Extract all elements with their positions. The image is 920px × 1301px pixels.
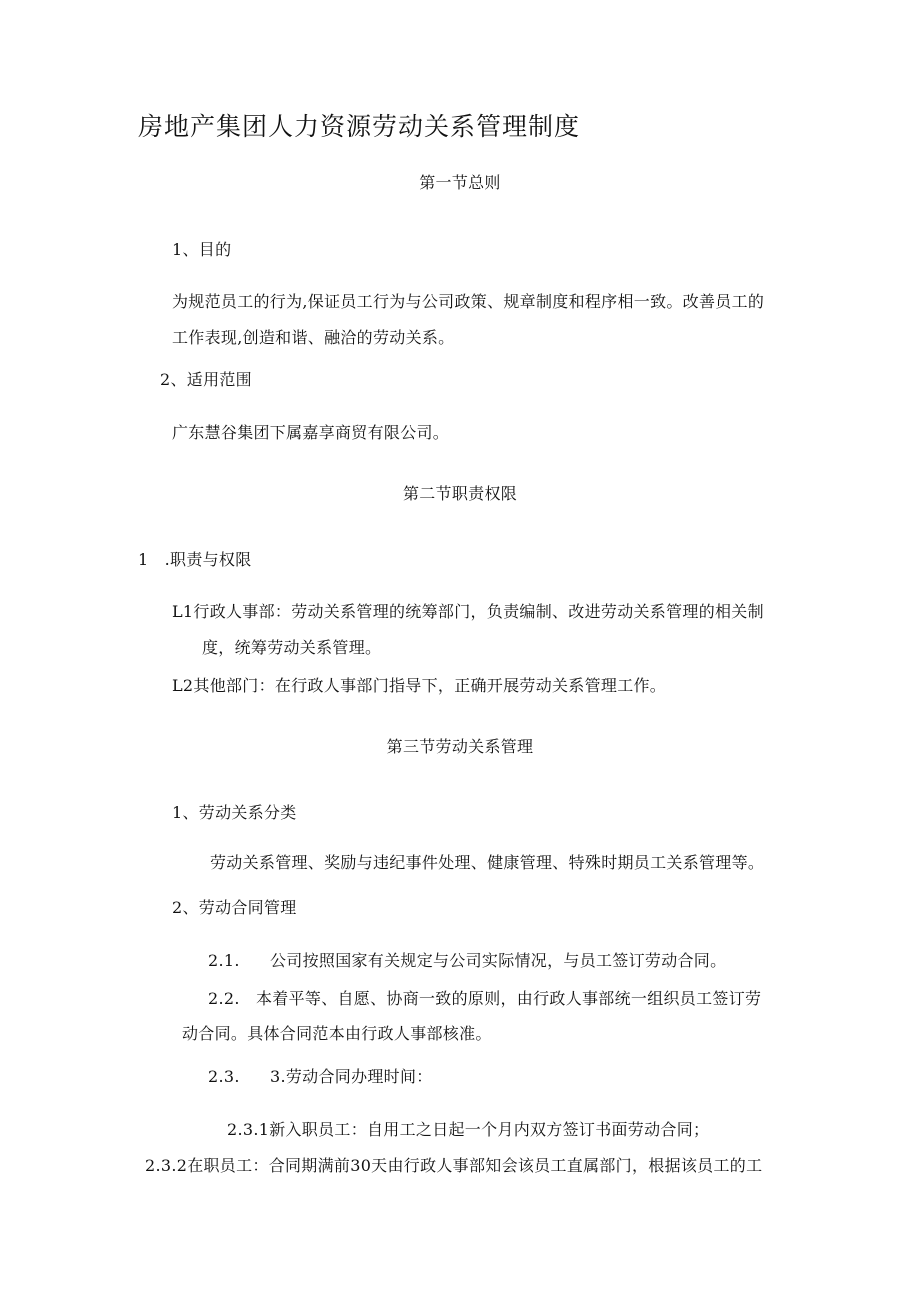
clause-2-3-number: 2.3. bbox=[208, 1067, 240, 1086]
section-1-item-2-label: 2、适用范围 bbox=[160, 370, 252, 389]
section-1-item-1-text-line-1: 为规范员工的行为,保证员工行为与公司政策、规章制度和程序相一致。改善员工的 bbox=[172, 292, 765, 311]
section-1-item-1-text-line-2: 工作表现,创造和谐、融洽的劳动关系。 bbox=[172, 328, 455, 347]
section-3-heading: 第三节劳动关系管理 bbox=[386, 737, 534, 756]
section-3-item-2-label: 2、劳动合同管理 bbox=[172, 898, 297, 917]
section-1-item-2-text: 广东慧谷集团下属嘉享商贸有限公司。 bbox=[172, 423, 450, 442]
clause-2-2-text-line-1: 本着平等、自愿、协商一致的原则，由行政人事部统一组织员工签订劳 bbox=[256, 989, 762, 1008]
section-2-l2-line: L2其他部门：在行政人事部门指导下，正确开展劳动关系管理工作。 bbox=[172, 676, 667, 695]
section-2-l1-line-2: 度，统筹劳动关系管理。 bbox=[202, 638, 382, 657]
clause-2-2-text-line-2: 动合同。具体合同范本由行政人事部核准。 bbox=[182, 1024, 492, 1043]
section-3-item-1-label: 1、劳动关系分类 bbox=[172, 803, 297, 822]
document-title: 房地产集团人力资源劳动关系管理制度 bbox=[138, 112, 581, 141]
clause-2-3-1-text: 2.3.1新入职员工：自用工之日起一个月内双方签订书面劳动合同； bbox=[227, 1120, 710, 1139]
section-1-heading: 第一节总则 bbox=[419, 173, 501, 192]
clause-2-3-text: 3.劳动合同办理时间： bbox=[270, 1067, 433, 1086]
clause-2-1-text: 公司按照国家有关规定与公司实际情况，与员工签订劳动合同。 bbox=[270, 951, 727, 970]
clause-2-3-2-text: 2.3.2在职员工：合同期满前30天由行政人事部知会该员工直属部门，根据该员工的工 bbox=[145, 1156, 763, 1175]
section-2-item-1-label: 1 .职责与权限 bbox=[138, 550, 252, 569]
clause-2-2-number: 2.2. bbox=[208, 989, 240, 1008]
section-1-item-1-label: 1、目的 bbox=[172, 240, 232, 259]
section-2-l1-line-1: L1行政人事部：劳动关系管理的统筹部门，负责编制、改进劳动关系管理的相关制 bbox=[172, 602, 764, 621]
clause-2-1-number: 2.1. bbox=[208, 951, 240, 970]
section-2-heading: 第二节职责权限 bbox=[402, 484, 518, 503]
section-3-item-1-text: 劳动关系管理、奖励与违纪事件处理、健康管理、特殊时期员工关系管理等。 bbox=[210, 853, 765, 872]
